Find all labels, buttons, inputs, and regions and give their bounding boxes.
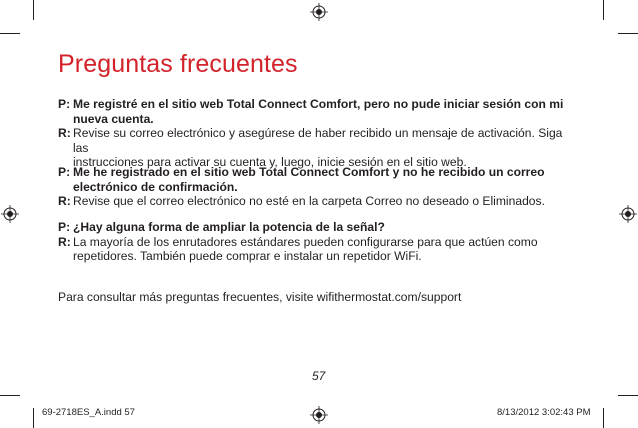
faq-answer xyxy=(58,194,578,209)
question-label: P: xyxy=(58,220,71,234)
answer-label: R: xyxy=(58,234,71,249)
question-label: P: xyxy=(58,97,71,111)
question-text: Me he registrado en el sitio web Total Connect Comfort y no he recibido un correo electrónico de confirmación. xyxy=(73,165,545,194)
answer-text: Revise su correo electrónico y asegúrese de haber recibido un mensaje de activación. Siga las instrucciones para activar su cuenta y, luego, inicie sesión en el sitio web. xyxy=(73,126,563,169)
slug-date: 8/13/2012 3:02:43 PM xyxy=(497,407,591,418)
support-link-text: Para consultar más preguntas frecuentes, visite wifithermostat.com/support xyxy=(58,290,462,304)
crop-mark xyxy=(33,0,34,20)
faq-question xyxy=(58,220,578,235)
faq-item xyxy=(58,165,578,209)
faq-question xyxy=(58,165,578,194)
crop-mark xyxy=(0,33,20,34)
crop-mark xyxy=(33,408,34,428)
faq-item xyxy=(58,220,578,264)
crop-mark xyxy=(618,33,638,34)
question-text: Me registré en el sitio web Total Connect Comfort, pero no pude iniciar sesión con mi nueva cuenta. xyxy=(73,97,564,126)
question-label: P: xyxy=(58,165,71,179)
answer-label: R: xyxy=(58,194,71,208)
faq-answer xyxy=(58,235,578,264)
slug-file-info: 69-2718ES_A.indd 57 xyxy=(42,407,135,418)
crop-mark xyxy=(0,395,20,396)
page-number: 57 xyxy=(312,369,326,383)
registration-mark-icon xyxy=(310,406,328,424)
answer-text: Revise que el correo electrónico no esté en la carpeta Correo no deseado o Eliminados. xyxy=(73,194,545,208)
crop-mark xyxy=(618,395,638,396)
question-text: ¿Hay alguna forma de ampliar la potencia de la señal? xyxy=(73,220,385,234)
registration-mark-icon xyxy=(310,3,328,21)
faq-answer xyxy=(58,126,578,170)
crop-mark xyxy=(603,408,604,428)
answer-label: R: xyxy=(58,126,71,140)
crop-mark xyxy=(603,0,604,20)
page-title: Preguntas frecuentes xyxy=(58,50,298,78)
faq-item xyxy=(58,97,578,170)
registration-mark-icon xyxy=(619,205,637,223)
faq-question xyxy=(58,97,578,126)
answer-text: La mayoría de los enrutadores estándares pueden configurarse para que actúen como repetidores. También puede comprar e instalar un repetidor WiFi. xyxy=(73,234,538,263)
registration-mark-icon xyxy=(1,205,19,223)
